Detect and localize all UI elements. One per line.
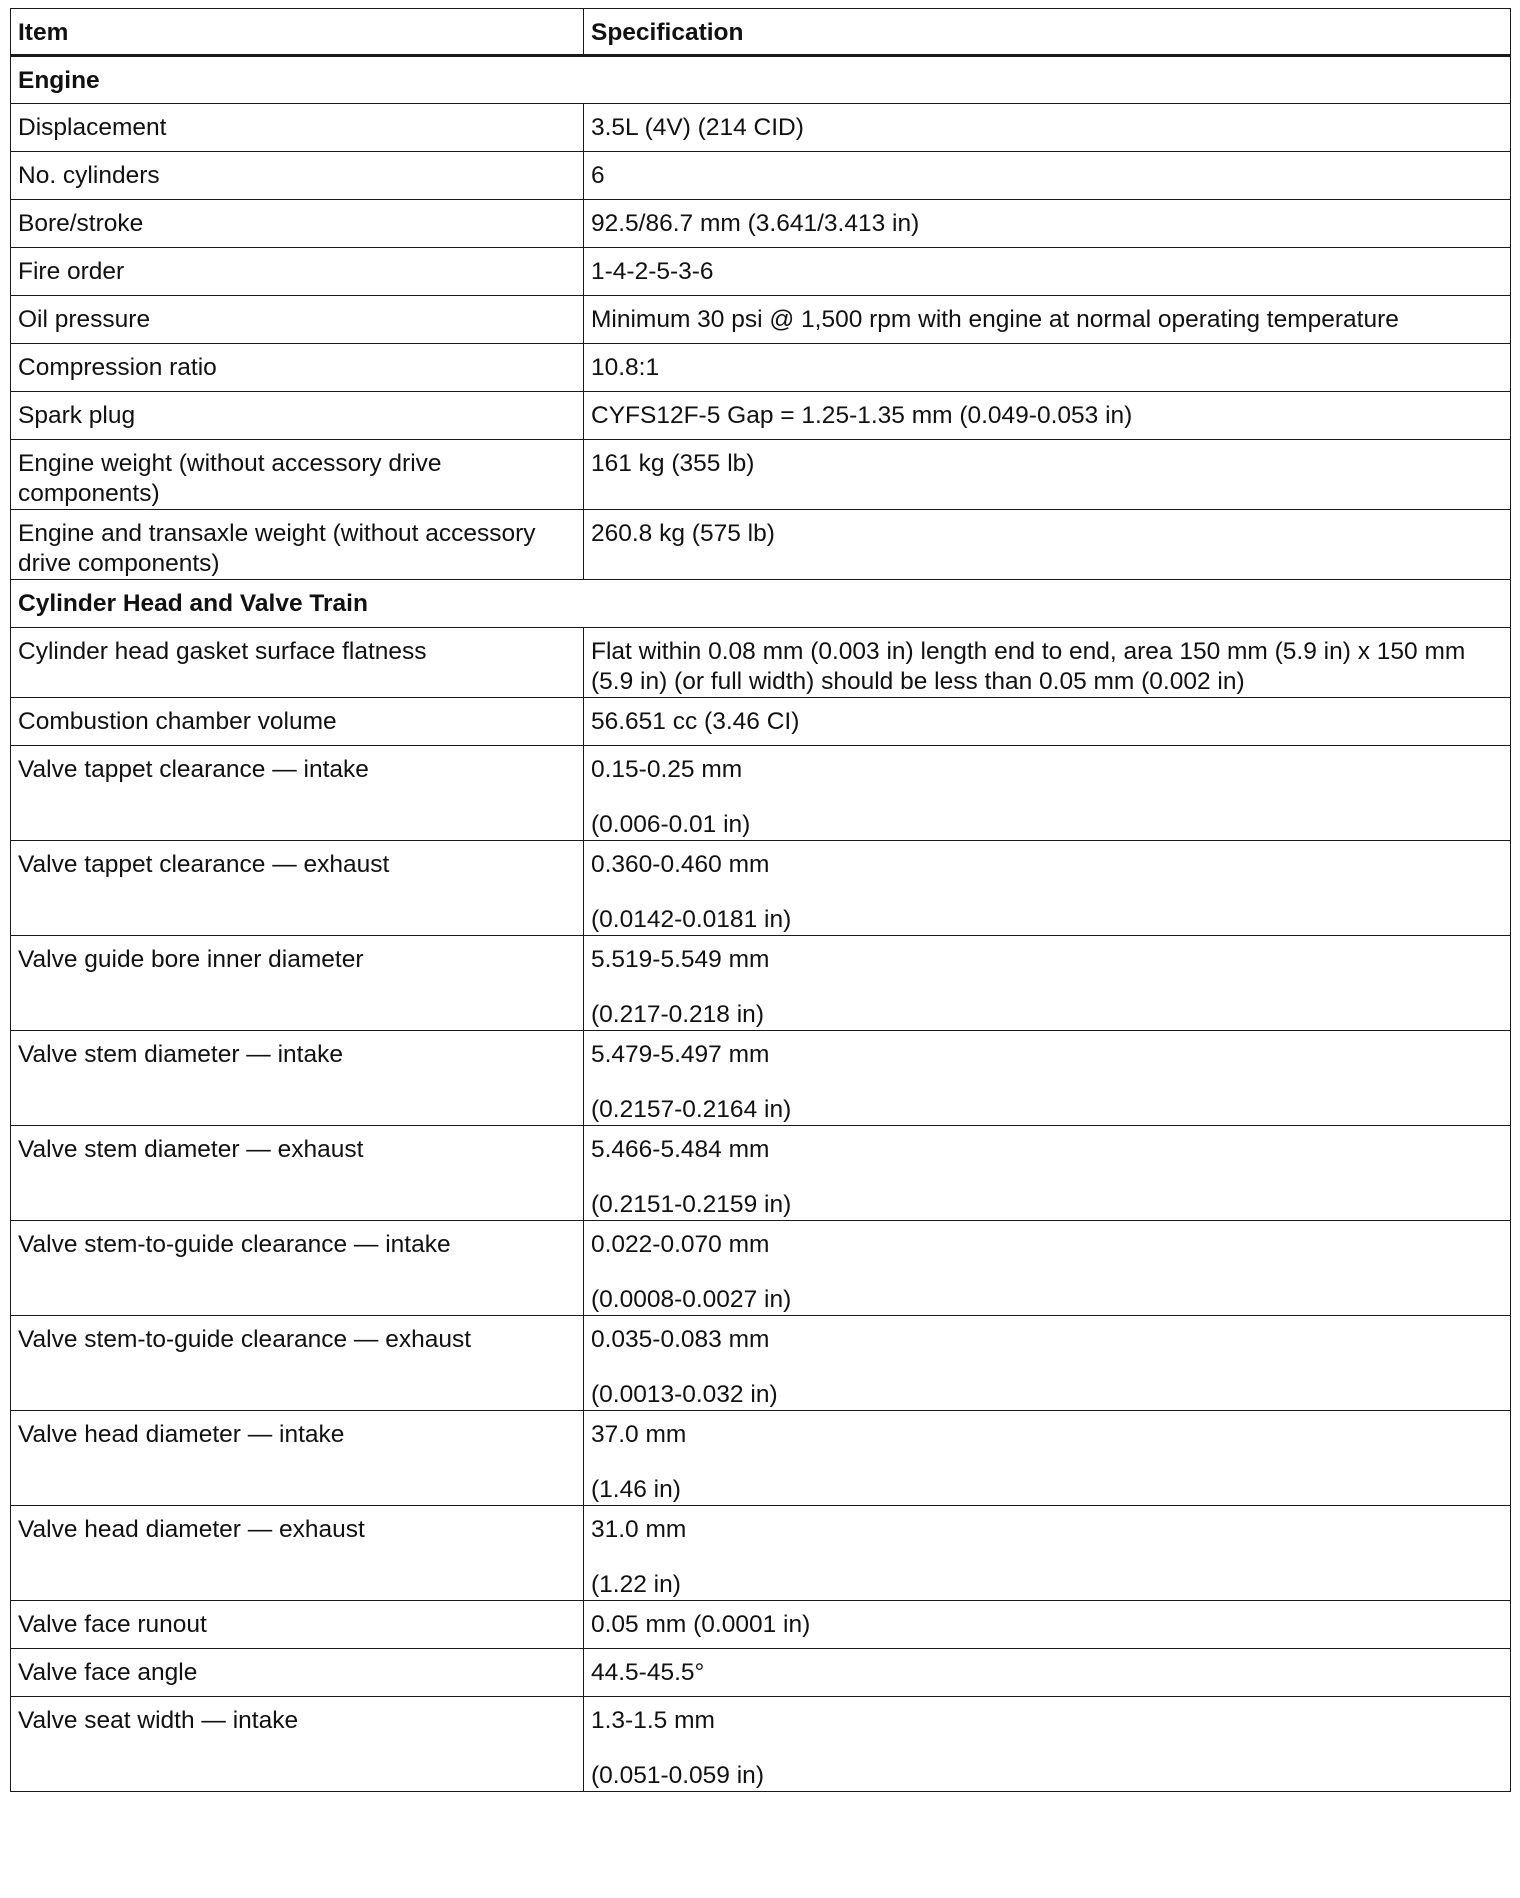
item-cell: Compression ratio [11,344,584,392]
spec-value: 161 kg (355 lb) [591,450,755,477]
spec-value: 0.360-0.460 mm [591,851,770,878]
specification-cell [584,152,1511,200]
spec-value: Minimum 30 psi @ 1,500 rpm with engine at normal operating temperature [591,306,1399,333]
table-row [11,296,1511,344]
spec-value-imperial: (1.22 in) [591,1571,681,1598]
table-row [11,1316,1511,1411]
spec-value: 37.0 mm [591,1421,687,1448]
spec-value-imperial: (1.46 in) [591,1476,681,1503]
specification-cell [584,392,1511,440]
specification-cell [584,1649,1511,1697]
specification-cell [584,1601,1511,1649]
item-cell: Valve head diameter — exhaust [11,1506,584,1601]
item-cell: Valve face angle [11,1649,584,1697]
spec-value: 1-4-2-5-3-6 [591,258,714,285]
table-row [11,1697,1511,1792]
specification-cell [584,1221,1511,1316]
spec-value: 5.519-5.549 mm [591,946,770,973]
item-cell: Valve tappet clearance — intake [11,746,584,841]
spec-value: 56.651 cc (3.46 CI) [591,708,800,735]
table-row [11,104,1511,152]
spec-value: 44.5-45.5° [591,1659,705,1686]
table-row [11,392,1511,440]
spec-value: 5.479-5.497 mm [591,1041,770,1068]
table-body [11,56,1511,1792]
table-row [11,746,1511,841]
spec-value-imperial: (0.006-0.01 in) [591,811,751,838]
section-title: Engine [11,56,1511,104]
table-row [11,1649,1511,1697]
header-item: Item [11,9,584,56]
specification-cell [584,1697,1511,1792]
table-row [11,1601,1511,1649]
spec-value: 260.8 kg (575 lb) [591,520,775,547]
specification-cell [584,746,1511,841]
item-cell: Valve head diameter — intake [11,1411,584,1506]
spec-value: 5.466-5.484 mm [591,1136,770,1163]
item-cell: No. cylinders [11,152,584,200]
specification-cell [584,698,1511,746]
table-row [11,440,1511,510]
table-row [11,841,1511,936]
specification-cell [584,841,1511,936]
item-cell: Valve face runout [11,1601,584,1649]
spec-value-imperial: (0.2157-0.2164 in) [591,1096,792,1123]
spec-value-imperial: (0.2151-0.2159 in) [591,1191,792,1218]
specification-cell [584,296,1511,344]
specification-cell [584,628,1511,698]
item-cell: Oil pressure [11,296,584,344]
specification-table [10,8,1511,1792]
specification-cell [584,248,1511,296]
specification-cell [584,1126,1511,1221]
spec-value: 10.8:1 [591,354,660,381]
specification-cell [584,1031,1511,1126]
spec-value-imperial: (0.051-0.059 in) [591,1762,764,1789]
table-row [11,510,1511,580]
item-cell: Cylinder head gasket surface flatness [11,628,584,698]
spec-value: 6 [591,162,605,189]
item-cell: Spark plug [11,392,584,440]
item-cell: Engine weight (without accessory drive components) [11,440,584,510]
item-cell: Valve stem-to-guide clearance — intake [11,1221,584,1316]
table-row [11,248,1511,296]
item-cell: Engine and transaxle weight (without accessory drive components) [11,510,584,580]
spec-value: 3.5L (4V) (214 CID) [591,114,804,141]
spec-value: 31.0 mm [591,1516,687,1543]
spec-value-imperial: (0.0142-0.0181 in) [591,906,792,933]
table-row [11,628,1511,698]
header-specification: Specification [584,9,1511,56]
specification-cell [584,1411,1511,1506]
section-row [11,56,1511,104]
table-row [11,1031,1511,1126]
specification-cell [584,440,1511,510]
item-cell: Valve guide bore inner diameter [11,936,584,1031]
spec-value: 92.5/86.7 mm (3.641/3.413 in) [591,210,920,237]
item-cell: Displacement [11,104,584,152]
table-row [11,1506,1511,1601]
spec-value: 0.022-0.070 mm [591,1231,770,1258]
section-title: Cylinder Head and Valve Train [11,580,1511,628]
spec-value-imperial: (0.0013-0.032 in) [591,1381,778,1408]
spec-value-imperial: (0.217-0.218 in) [591,1001,764,1028]
table-row [11,698,1511,746]
table-row [11,1126,1511,1221]
specification-cell [584,936,1511,1031]
spec-value-imperial: (0.0008-0.0027 in) [591,1286,792,1313]
spec-value: 0.05 mm (0.0001 in) [591,1611,811,1638]
table-header [11,9,1511,56]
spec-value: Flat within 0.08 mm (0.003 in) length end to end, area 150 mm (5.9 in) x 150 mm (5.9 in) (or full width) should be less than 0.05 mm (0.002 in) [591,638,1466,695]
header-row [11,9,1511,56]
item-cell: Bore/stroke [11,200,584,248]
table-row [11,200,1511,248]
specification-cell [584,1316,1511,1411]
item-cell: Valve stem-to-guide clearance — exhaust [11,1316,584,1411]
item-cell: Valve tappet clearance — exhaust [11,841,584,936]
specification-cell [584,510,1511,580]
section-row [11,580,1511,628]
table-row [11,936,1511,1031]
spec-value: 1.3-1.5 mm [591,1707,715,1734]
specification-cell [584,200,1511,248]
item-cell: Combustion chamber volume [11,698,584,746]
specification-cell [584,344,1511,392]
specification-cell [584,104,1511,152]
item-cell: Fire order [11,248,584,296]
spec-value: 0.15-0.25 mm [591,756,743,783]
table-row [11,152,1511,200]
specification-cell [584,1506,1511,1601]
spec-value: 0.035-0.083 mm [591,1326,770,1353]
table-row [11,1411,1511,1506]
spec-value: CYFS12F-5 Gap = 1.25-1.35 mm (0.049-0.053 in) [591,402,1133,429]
item-cell: Valve seat width — intake [11,1697,584,1792]
table-row [11,1221,1511,1316]
table-row [11,344,1511,392]
item-cell: Valve stem diameter — intake [11,1031,584,1126]
item-cell: Valve stem diameter — exhaust [11,1126,584,1221]
